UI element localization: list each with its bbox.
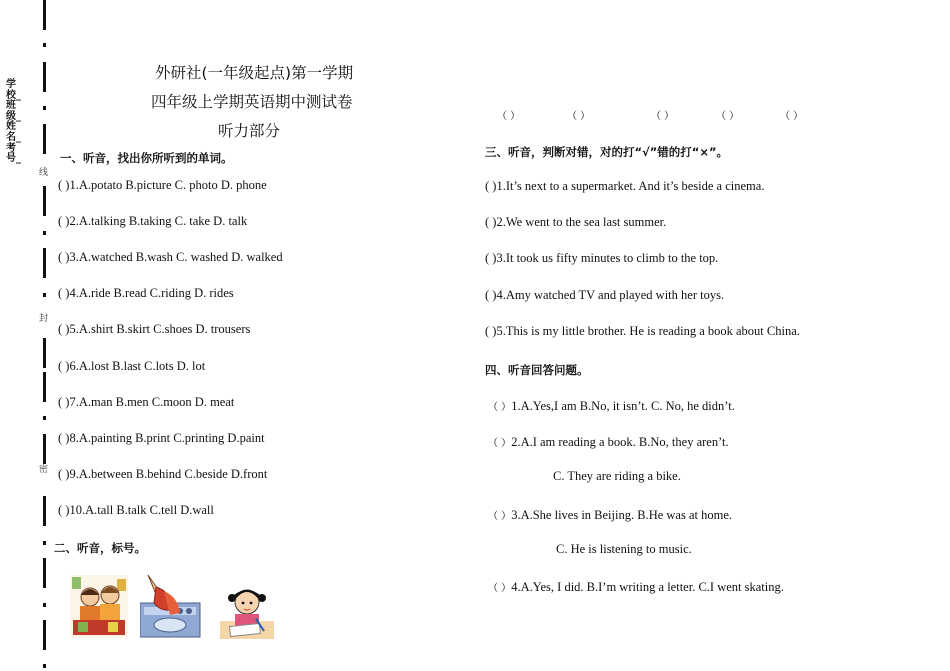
section4-item [488, 433, 729, 451]
label-hao: 号 [6, 153, 16, 165]
section1-item [58, 395, 234, 410]
children-playing-picture [70, 575, 128, 638]
question-text: 6.A.lost B.last C.lots D. lot [69, 359, 206, 373]
picture-answer-bracket[interactable]: （ ） [651, 111, 675, 122]
question-text: 3.A.watched B.wash C. washed D. walked [69, 250, 283, 264]
washing-machine-picture [140, 573, 202, 638]
girl-writing-picture [220, 585, 274, 639]
section3-heading: 三、听音，判断对错，对的打“√”错的打“×”。 [485, 145, 729, 159]
answer-option-extra: C. He is listening to music. [556, 542, 692, 556]
section1-item [58, 214, 247, 229]
answer-paren[interactable]: ( ) [58, 395, 70, 409]
answer-paren[interactable]: ( ) [58, 359, 70, 373]
label-ming: 名 [6, 131, 16, 143]
section1-item [58, 467, 267, 482]
name-blank[interactable]: _ [16, 131, 21, 143]
answer-paren[interactable]: （ ） [488, 583, 512, 594]
section1-item [58, 286, 234, 301]
question-text: 1.A.potato B.picture C. photo D. phone [69, 178, 267, 192]
exam-title-publisher: 外研社(一年级起点)第一学期 [155, 64, 354, 82]
section1-item [58, 503, 214, 518]
answer-paren[interactable]: ( ) [58, 214, 70, 228]
answer-options-text: 3.A.She lives in Beijing. B.He was at home. [511, 508, 732, 522]
statement-text: 4.Amy watched TV and played with her toys. [496, 288, 725, 302]
statement-text: 3.It took us fifty minutes to climb to the top. [496, 251, 719, 265]
school-blank[interactable]: _ [16, 89, 21, 101]
section1-item [58, 322, 250, 337]
section1-item [58, 250, 283, 265]
section1-item [58, 431, 265, 446]
statement-text: 2.We went to the sea last summer. [496, 215, 667, 229]
exam-title-main: 四年级上学期英语期中测试卷 [151, 93, 353, 111]
picture-answer-bracket[interactable]: （ ） [716, 111, 740, 122]
section1-heading: 一、听音，找出你所听到的单词。 [60, 151, 233, 165]
answer-paren[interactable]: ( ) [58, 322, 70, 336]
picture-answer-bracket[interactable]: （ ） [780, 111, 804, 122]
answer-paren[interactable]: （ ） [488, 511, 512, 522]
answer-paren[interactable]: （ ） [488, 402, 512, 413]
answer-paren[interactable]: ( ) [58, 431, 70, 445]
binding-seal-char: 封 [39, 314, 49, 324]
answer-paren[interactable]: ( ) [485, 324, 497, 338]
picture-answer-bracket[interactable]: （ ） [497, 111, 521, 122]
answer-paren[interactable]: ( ) [485, 215, 497, 229]
class-blank[interactable]: _ [16, 110, 21, 122]
question-text: 2.A.talking B.taking C. take D. talk [69, 214, 248, 228]
exam-number-blank[interactable]: _ [16, 153, 21, 165]
answer-options-text: 1.A.Yes,I am B.No, it isn’t. C. No, he didn’t. [511, 399, 735, 413]
statement-text: 1.It’s next to a supermarket. And it’s beside a cinema. [496, 179, 765, 193]
picture-answer-bracket[interactable]: （ ） [567, 111, 591, 122]
answer-paren[interactable]: ( ) [58, 286, 70, 300]
answer-options-text: 4.A.Yes, I did. B.I’m writing a letter. C.I went skating. [511, 580, 784, 594]
section1-item [58, 359, 205, 374]
question-text: 7.A.man B.men C.moon D. meat [69, 395, 235, 409]
statement-text: 5.This is my little brother. He is reading a book about China. [496, 324, 800, 338]
answer-paren[interactable]: （ ） [488, 438, 512, 449]
section1-item [58, 178, 267, 193]
binding-secret-char: 密 [39, 465, 49, 475]
answer-paren[interactable]: ( ) [485, 288, 497, 302]
binding-dashed-line [42, 0, 48, 671]
answer-paren[interactable]: ( ) [485, 179, 497, 193]
answer-option-extra: C. They are riding a bike. [553, 469, 681, 483]
question-text: 4.A.ride B.read C.riding D. rides [69, 286, 234, 300]
question-text: 5.A.shirt B.skirt C.shoes D. trousers [69, 322, 251, 336]
section4-item [488, 397, 735, 415]
answer-paren[interactable]: ( ) [58, 178, 70, 192]
label-xing: 姓 [6, 121, 16, 133]
section3-item [485, 215, 666, 230]
student-info-sidebar [6, 80, 32, 165]
section3-item [485, 288, 724, 303]
section2-heading: 二、听音，标号。 [54, 541, 146, 555]
label-ji: 级 [6, 110, 16, 122]
label-xiao: 校 [6, 89, 16, 101]
question-text: 9.A.between B.behind C.beside D.front [69, 467, 268, 481]
section4-item [488, 578, 784, 596]
answer-options-text: 2.A.I am reading a book. B.No, they aren’t. [511, 435, 729, 449]
question-text: 8.A.painting B.print C.printing D.paint [69, 431, 265, 445]
answer-paren[interactable]: ( ) [58, 503, 70, 517]
exam-title-listening: 听力部分 [218, 122, 281, 140]
label-kao: 考 [6, 142, 16, 154]
section4-heading: 四、听音回答问题。 [485, 363, 589, 377]
question-text: 10.A.tall B.talk C.tell D.wall [69, 503, 214, 517]
section3-item [485, 251, 718, 266]
label-xue: 学 [6, 79, 16, 90]
section3-item [485, 179, 764, 194]
answer-paren[interactable]: ( ) [58, 250, 70, 264]
answer-paren[interactable]: ( ) [485, 251, 497, 265]
section3-item [485, 324, 800, 339]
binding-line-char: 线 [39, 168, 49, 178]
section4-item [488, 506, 732, 524]
answer-paren[interactable]: ( ) [58, 467, 70, 481]
label-ban: 班 [6, 100, 16, 112]
